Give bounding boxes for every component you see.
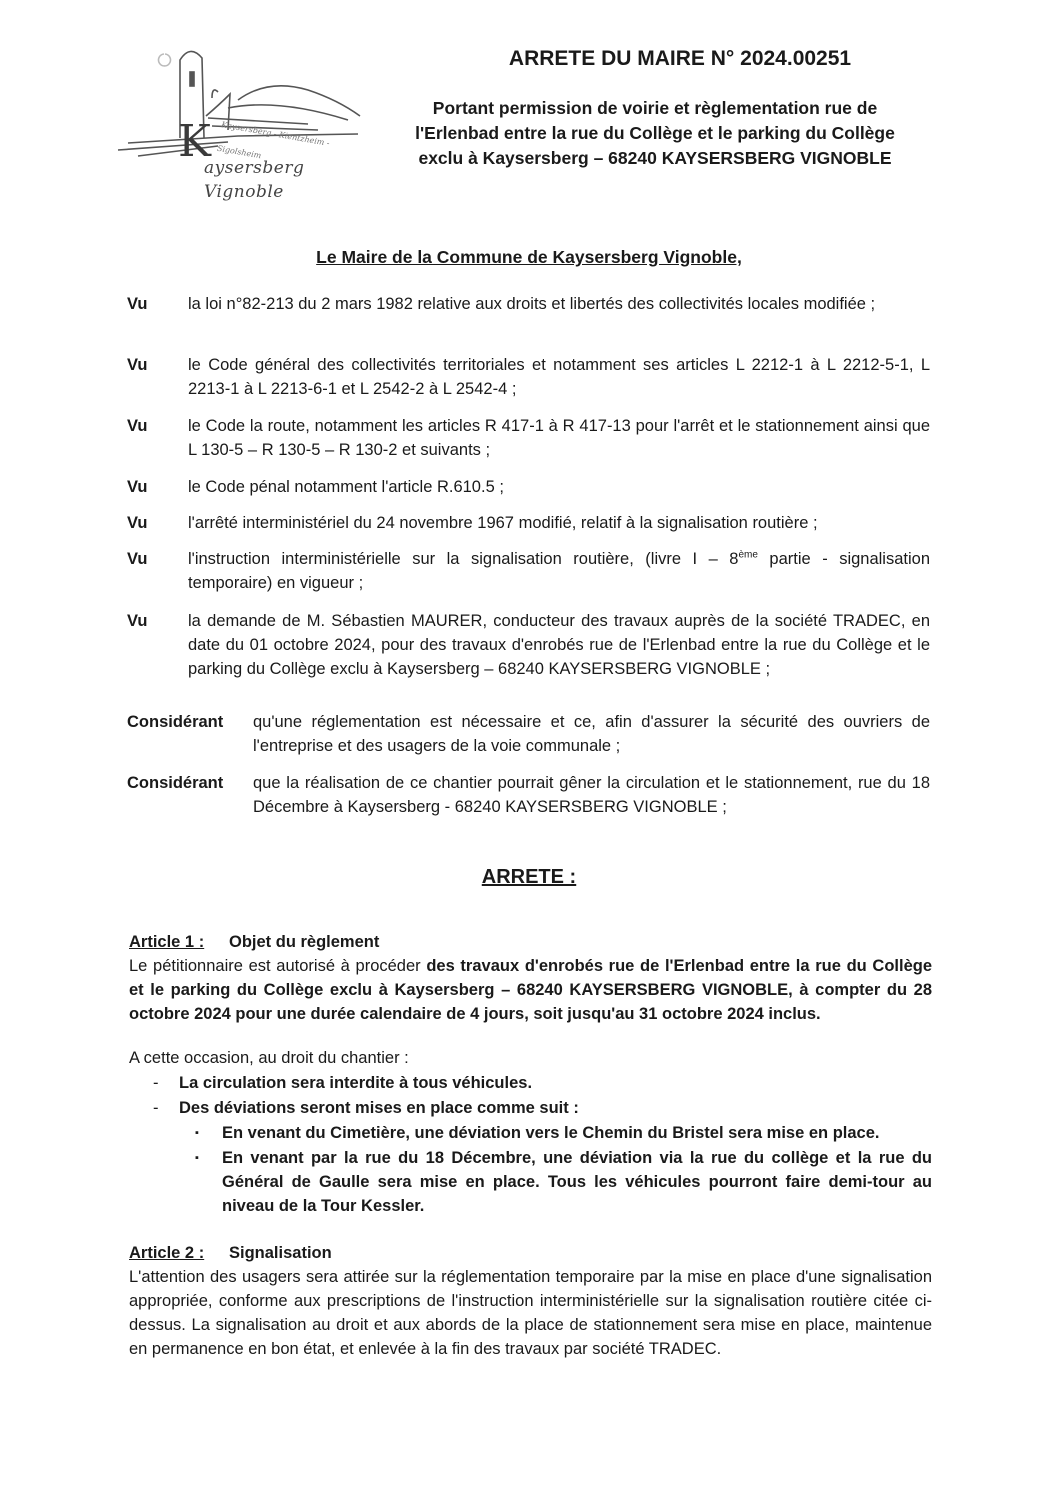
- dash-marker: -: [153, 1074, 159, 1092]
- list-item: Des déviations seront mises en place comme suit :: [179, 1099, 579, 1117]
- article-1-text: Le pétitionnaire est autorisé à procéder des travaux d'enrobés rue de l'Erlenbad entre la rue du Collège et le parking du Collège exclu à Kaysersberg – 68240 KAYSERSBERG VIGNOBLE, à compter du 28 octobre 2024 pour une durée calendaire de 4 jours, soit jusqu'au 31 octobre 2024 inclus.: [129, 957, 932, 1023]
- bullet-marker: ▪: [195, 1127, 199, 1139]
- mayor-heading: Le Maire de la Commune de Kaysersberg Vignoble,: [316, 247, 742, 267]
- dash-marker: -: [153, 1099, 159, 1117]
- article-1-intro: A cette occasion, au droit du chantier :: [129, 1049, 409, 1067]
- article-2-heading: [129, 1241, 332, 1265]
- article-title: Signalisation: [229, 1244, 332, 1262]
- article-title: Objet du règlement: [229, 933, 380, 951]
- subtitle-line: Portant permission de voirie et règlementation rue de: [432, 98, 878, 118]
- vu-label: Vu: [127, 514, 148, 532]
- vu-label: Vu: [127, 612, 148, 630]
- decree-subtitle: [388, 96, 922, 171]
- list-item: La circulation sera interdite à tous véhicules.: [179, 1074, 533, 1092]
- logo-letter: K: [178, 116, 211, 167]
- bullet-marker: ▪: [195, 1152, 199, 1164]
- subtitle-line: exclu à Kaysersberg – 68240 KAYSERSBERG VIGNOBLE: [418, 148, 892, 168]
- logo-name: aysersberg Vignoble: [204, 158, 305, 202]
- considerant-text: qu'une réglementation est nécessaire et ce, afin d'assurer la sécurité des ouvriers de l'entreprise et des usagers de la voie communale ;: [253, 713, 930, 755]
- vu-label: Vu: [127, 295, 148, 313]
- considerant-label: Considérant: [127, 774, 224, 792]
- article-number: Article 1 :: [129, 933, 205, 951]
- article-2-text: L'attention des usagers sera attirée sur la réglementation temporaire par la mise en place d'une signalisation appropriée, conforme aux prescriptions de l'instruction interministérielle sur la signalisation routière citée ci-dessus. La signalisation au droit et aux abords de la place de stationnement sera mise en place, maintenue en permanence en bon état, et enlevée à la fin des travaux par société TRADEC.: [129, 1268, 932, 1358]
- vu-text: le Code général des collectivités territoriales et notamment ses articles L 2212-1 à L 2212-5-1, L 2213-1 à L 2213-6-1 et L 2542-2 à L 2542-4 ;: [188, 356, 930, 398]
- vu-label: Vu: [127, 550, 148, 568]
- sub-list-item: En venant par la rue du 18 Décembre, une déviation via la rue du collège et la rue du Général de Gaulle sera mise en place. Tous les véhicules pourront faire demi-tour au niveau de la Tour Kessler.: [222, 1149, 932, 1215]
- article-number: Article 2 :: [129, 1244, 205, 1262]
- subtitle-line: l'Erlenbad entre la rue du Collège et le parking du Collège: [415, 123, 895, 143]
- vu-label: Vu: [127, 478, 148, 496]
- considerant-text: que la réalisation de ce chantier pourrait gêner la circulation et le stationnement, rue du 18 Décembre à Kaysersberg - 68240 KAYSERSBERG VIGNOBLE ;: [253, 774, 930, 816]
- town-logo: [108, 38, 370, 202]
- vu-text: l'instruction interministérielle sur la signalisation routière, (livre I – 8ème partie - signalisation temporaire) en vigueur ;: [188, 549, 931, 592]
- vu-label: Vu: [127, 356, 148, 374]
- sub-list-item: En venant du Cimetière, une déviation vers le Chemin du Bristel sera mise en place.: [222, 1124, 880, 1142]
- vu-text: le Code la route, notamment les articles R 417-1 à R 417-13 pour l'arrêt et le stationnement ainsi que L 130-5 – R 130-5 – R 130-2 et suivants ;: [188, 417, 930, 459]
- decree-title: ARRETE DU MAIRE N° 2024.00251: [508, 47, 852, 70]
- vu-label: Vu: [127, 417, 148, 435]
- logo-villages: Kaysersberg - Kientzheim - Sigolsheim: [216, 120, 331, 161]
- vu-text: l'arrêté interministériel du 24 novembre 1967 modifié, relatif à la signalisation routière ;: [188, 514, 818, 532]
- vu-text: la demande de M. Sébastien MAURER, conducteur des travaux auprès de la société TRADEC, en date du 01 octobre 2024, pour des travaux d'enrobés rue de l'Erlenbad entre la rue du Collège et le parking du Collège exclu à Kaysersberg – 68240 KAYSERSBERG VIGNOBLE ;: [188, 612, 930, 678]
- vu-text: la loi n°82-213 du 2 mars 1982 relative aux droits et libertés des collectivités locales modifiée ;: [188, 295, 876, 313]
- vu-text: le Code pénal notamment l'article R.610.5 ;: [188, 478, 504, 496]
- article-1-heading: [129, 930, 379, 954]
- considerant-label: Considérant: [127, 713, 224, 731]
- arrete-heading: ARRETE :: [481, 866, 577, 888]
